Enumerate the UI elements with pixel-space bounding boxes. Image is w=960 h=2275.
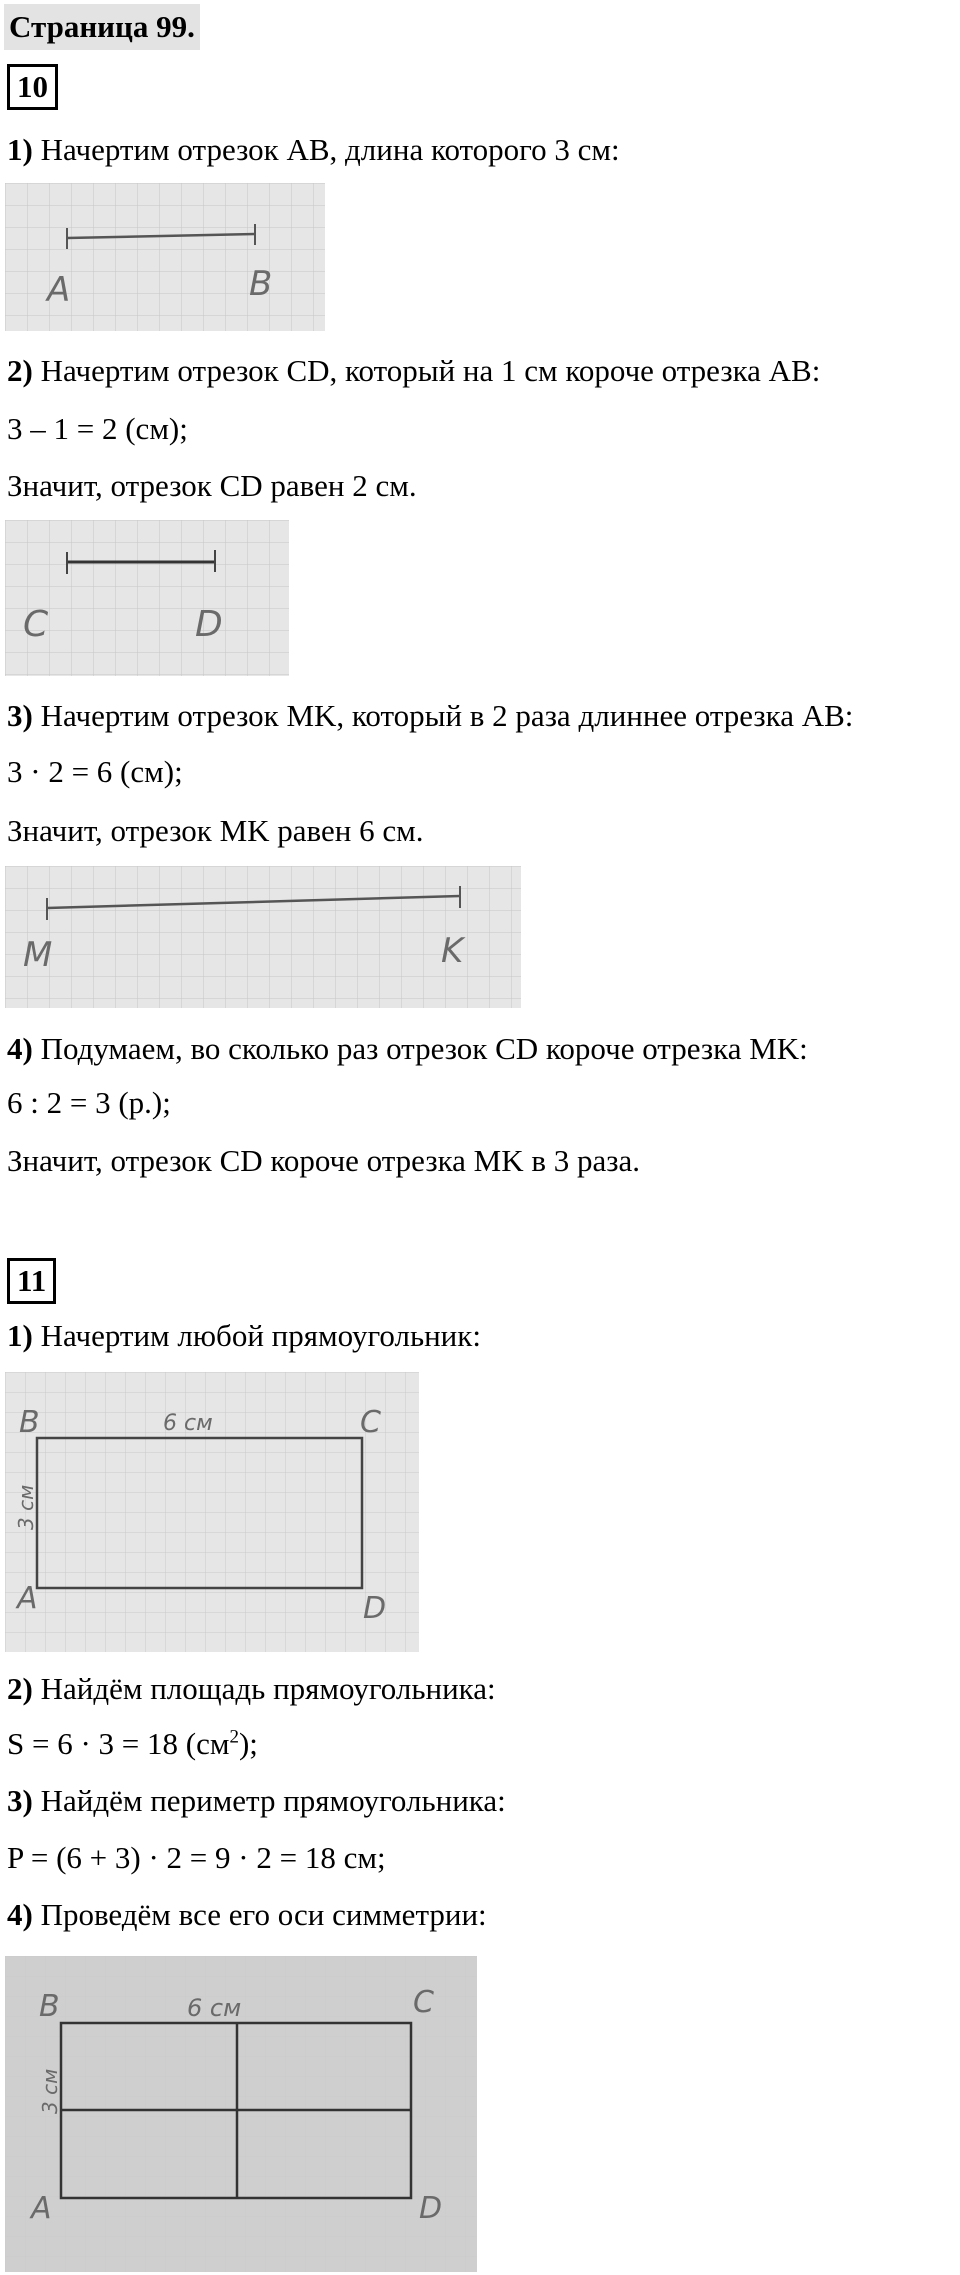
label-c: C bbox=[413, 1985, 434, 2020]
segment-mk-photo bbox=[5, 866, 521, 1008]
step-number: 3) bbox=[7, 1783, 33, 1818]
step-text: Начертим любой прямоугольник: bbox=[32, 1318, 481, 1353]
task-10-step-3-conclusion: Значит, отрезок MK равен 6 см. bbox=[7, 813, 424, 848]
label-b: B bbox=[39, 1989, 60, 2024]
segment-ab-figure bbox=[5, 183, 325, 331]
label-c: C bbox=[360, 1405, 381, 1440]
symmetry-figure bbox=[5, 1956, 477, 2272]
rectangle-photo bbox=[5, 1372, 419, 1652]
step-number: 1) bbox=[7, 1318, 33, 1353]
rectangle-figure bbox=[5, 1372, 419, 1652]
step-text: Найдём площадь прямоугольника: bbox=[32, 1671, 496, 1706]
label-k: K bbox=[441, 931, 464, 971]
task-10-step-2-calc: 3 – 1 = 2 (см); bbox=[7, 411, 188, 446]
task-10-step-2-conclusion: Значит, отрезок CD равен 2 см. bbox=[7, 468, 417, 503]
task-10-step-3-calc: 3 · 2 = 6 (см); bbox=[7, 754, 183, 789]
task-10-number: 10 bbox=[7, 64, 58, 110]
task-11-step-1 bbox=[7, 1317, 481, 1355]
task-11-number: 11 bbox=[7, 1258, 56, 1304]
task-11-step-4 bbox=[7, 1896, 487, 1934]
step-number: 1) bbox=[7, 132, 33, 167]
label-d: D bbox=[363, 1591, 387, 1626]
label-side-length: 3 см bbox=[38, 2068, 62, 2114]
step-text: Найдём периметр прямоугольника: bbox=[32, 1783, 506, 1818]
label-b: B bbox=[249, 264, 273, 304]
step-number: 4) bbox=[7, 1897, 33, 1932]
label-d: D bbox=[419, 2191, 443, 2226]
label-top-length: 6 см bbox=[163, 1411, 213, 1436]
task-11-step-3 bbox=[7, 1782, 506, 1820]
step-text: Начертим отрезок AB, длина которого 3 см: bbox=[32, 132, 620, 167]
task-10-step-2 bbox=[7, 352, 820, 390]
task-10-step-4-conclusion: Значит, отрезок CD короче отрезка MK в 3 раза. bbox=[7, 1143, 641, 1178]
task-10-step-4-calc: 6 : 2 = 3 (р.); bbox=[7, 1085, 171, 1120]
step-number: 2) bbox=[7, 1671, 33, 1706]
label-m: M bbox=[23, 935, 53, 975]
segment-cd-photo bbox=[5, 520, 289, 676]
segment-cd-figure bbox=[5, 520, 289, 676]
label-a: A bbox=[31, 2191, 52, 2226]
step-number: 2) bbox=[7, 353, 33, 388]
page-title: Страница 99. bbox=[4, 4, 200, 50]
segment-ab-photo bbox=[5, 183, 325, 331]
task-10-step-3 bbox=[7, 697, 853, 735]
label-b: B bbox=[19, 1405, 40, 1440]
task-10-step-4 bbox=[7, 1030, 808, 1068]
step-text: Подумаем, во сколько раз отрезок CD короче отрезка MK: bbox=[32, 1031, 808, 1066]
segment-mk-figure bbox=[5, 866, 521, 1008]
task-11-step-2 bbox=[7, 1670, 496, 1708]
step-number: 4) bbox=[7, 1031, 33, 1066]
label-side-length: 3 см bbox=[14, 1484, 38, 1530]
step-text: Проведём все его оси симметрии: bbox=[32, 1897, 487, 1932]
step-text: Начертим отрезок MK, который в 2 раза длиннее отрезка AB: bbox=[32, 698, 854, 733]
step-text: Начертим отрезок CD, который на 1 см короче отрезка AB: bbox=[32, 353, 821, 388]
label-top-length: 6 см bbox=[187, 1994, 242, 2022]
task-11-step-3-calc: P = (6 + 3) · 2 = 9 · 2 = 18 см; bbox=[7, 1840, 386, 1875]
label-d: D bbox=[195, 604, 223, 645]
step-number: 3) bbox=[7, 698, 33, 733]
task-10-step-1 bbox=[7, 131, 620, 169]
task-11-step-2-calc: S = 6 · 3 = 18 $(см^2)$; bbox=[7, 1726, 258, 1761]
label-c: C bbox=[23, 604, 49, 645]
symmetry-photo bbox=[5, 1956, 477, 2272]
label-a: A bbox=[47, 270, 71, 310]
label-a: A bbox=[17, 1581, 38, 1616]
